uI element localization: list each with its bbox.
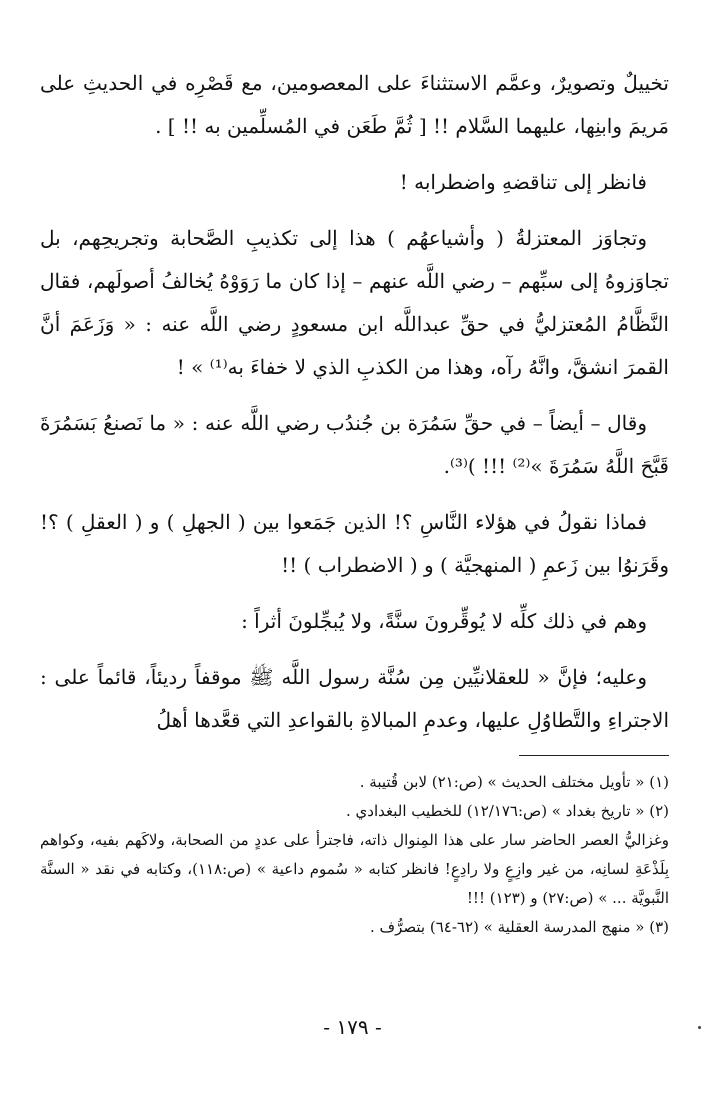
footnote-3: (٣) « منهج المدرسة العقلية » (٦٢-٦٤) بتصرُّف .: [369, 918, 669, 936]
scan-speck: [698, 1026, 701, 1029]
footnote-separator: [519, 755, 669, 756]
page-number: - ١٧٩ -: [323, 1015, 382, 1039]
paragraph-4: وقال – أيضاً – في حقِّ سَمُرَة بن جُندُب رضي اللَّه عنه : « ما نَصنعُ بَسَمُرَةَ قَبَّحَ اللَّهُ سَمُرَةَ »⁽²⁾ !!! )⁽³⁾.: [40, 411, 669, 478]
paragraph-6: وهم في ذلك كلِّه لا يُوقِّرونَ سنَّةً، ولا يُبجِّلونَ أثراً :: [241, 609, 647, 633]
main-text: [40, 62, 669, 742]
paragraph-3: وتجاوَز المعتزلةُ ( وأشياعهُم ) هذا إلى تكذيبِ الصَّحابة وتجريحِهم، بل تجاوَزوهُ إلى سبِّهم – رضي اللَّه عنهم – إذا كان ما رَوَوْهُ يُخالفُ أصولَهم، فقال النَّظَّامُ المُعتزليُّ في حقِّ عبداللَّه ابن مسعودٍ رضي اللَّه عنه : « وَزَعَمَ أنَّ القمرَ انشقَّ، وانَّهُ رآه، وهذا من الكذبِ الذي لا خفاءَ به⁽¹⁾ » !: [40, 226, 669, 379]
paragraph-2: فانظر إلى تناقضهِ واضطرابه !: [399, 170, 647, 194]
paragraph-5: فماذا نقولُ في هؤلاء النَّاسِ ؟! الذين جَمَعوا بين ( الجهلِ ) و ( العقلِ ) ؟! وقَرَنوُا بين زَعمِ ( المنهجيَّة ) و ( الاضطراب ) !!: [40, 510, 669, 577]
footnotes: [40, 768, 669, 942]
footnote-1: (١) « تأويل مختلف الحديث » (ص:٢١) لابن قُتيبة .: [359, 773, 669, 791]
paragraph-7: وعليه؛ فإنَّ « للعقلانيِّين مِن سُنَّة رسول اللَّه ﷺ موقفاً رديئاً، قائماً على : الاجتراءِ والتَّطاوُلِ عليها، وعدمِ المبالاةِ بالقواعدِ التي قعَّدها أهلُ: [40, 665, 669, 732]
footnote-2: (٢) « تاريخ بغداد » (ص:١٢/١٧٦) للخطيب البغدادي .: [345, 802, 669, 820]
footnote-note: وغزاليُّ العصر الحاضر سار على هذا المِنوال ذاته، فاجترأ على عددٍ من الصحابة، ولاكَهم بفيه، وكواهم بِلَذْعَةِ لسانِه، من غير وازِعٍ ولا رادِعٍ! فانظر كتابه « سُموم داعية » (ص:١١٨)، وكتابه في نقد « السنَّة النَّبويَّة ... » (ص:٢٧) و (١٢٣) !!!: [40, 831, 669, 907]
paragraph-1: تخييلٌ وتصويرٌ، وعمَّم الاستثناءَ على المعصومين، مع قَصْرِه في الحديثِ على مَريمَ وابنِها، عليهما السَّلام !! [ ثُمَّ طَعَن في المُسلِّمين به !! ] .: [40, 71, 669, 138]
